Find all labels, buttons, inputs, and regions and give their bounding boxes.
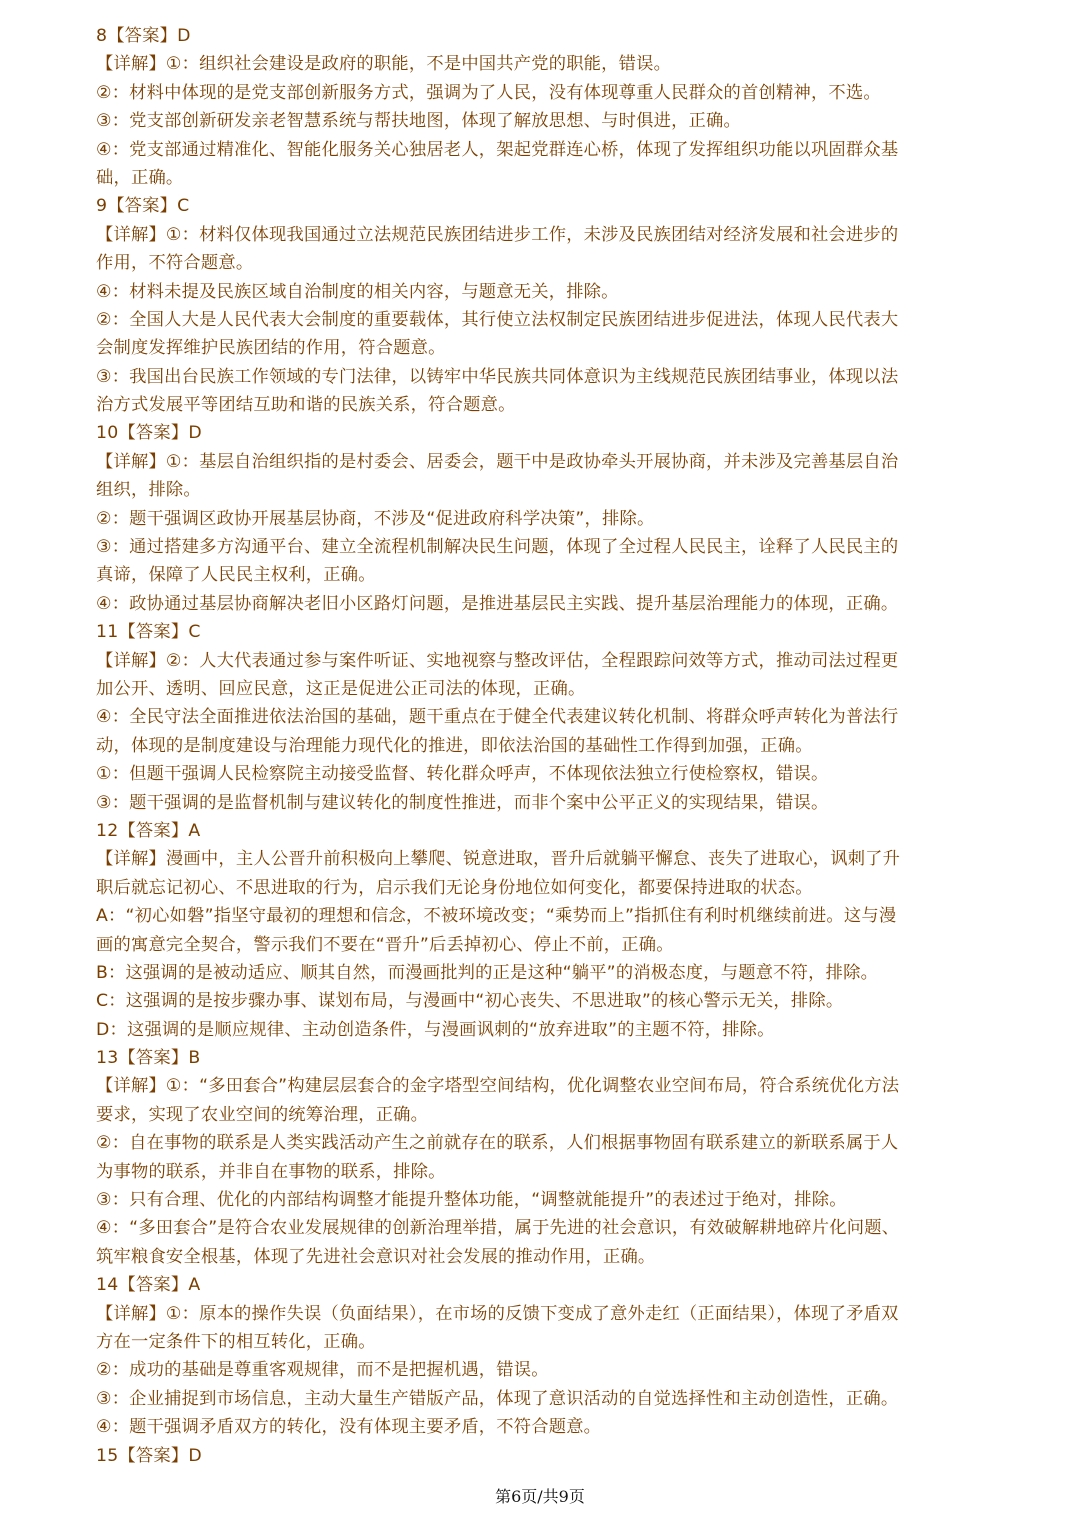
text-line: 础，正确。 xyxy=(96,167,184,188)
text-line: C：这强调的是按步骤办事、谋划布局，与漫画中“初心丧失、不思进取”的核心警示无关，排除。 xyxy=(96,991,844,1012)
text-line: 画的寓意完全契合，警示我们不要在“晋升”后丢掉初心、停止不前，正确。 xyxy=(96,934,674,955)
text-line: ③：通过搭建多方沟通平台、建立全流程机制解决民生问题，体现了全过程人民民主，诠释了人民民主的 xyxy=(96,537,899,558)
text-line: 作用，不符合题意。 xyxy=(96,253,254,274)
text-line: ④：题干强调矛盾双方的转化，没有体现主要矛盾，不符合题意。 xyxy=(96,1417,602,1438)
text-line: 加公开、透明、回应民意，这正是促进公正司法的体现，正确。 xyxy=(96,678,586,699)
text-line: ③：企业捕捉到市场信息，主动大量生产错版产品，体现了意识活动的自觉选择性和主动创造性，正确。 xyxy=(96,1388,899,1409)
text-line: 15【答案】D xyxy=(96,1445,202,1466)
text-line: 11【答案】C xyxy=(96,622,201,643)
answer-content xyxy=(96,22,996,1498)
text-line: ④：全民守法全面推进依法治国的基础，题干重点在于健全代表建议转化机制、将群众呼声转化为普法行 xyxy=(96,707,899,728)
text-line: ②：材料中体现的是党支部创新服务方式，强调为了人民，没有体现尊重人民群众的首创精神，不选。 xyxy=(96,82,881,103)
text-line: 【详解】①：基层自治组织指的是村委会、居委会，题干中是政协牵头开展协商，并未涉及完善基层自治 xyxy=(96,451,899,472)
text-line: 9【答案】C xyxy=(96,196,190,217)
text-line: 14【答案】A xyxy=(96,1275,201,1296)
text-line: 【详解】②：人大代表通过参与案件听证、实地视察与整改评估，全程跟踪问效等方式，推动司法过程更 xyxy=(96,650,899,671)
text-line: ③：我国出台民族工作领域的专门法律，以铸牢中华民族共同体意识为主线规范民族团结事业，体现以法 xyxy=(96,366,899,387)
text-line: ④：材料未提及民族区域自治制度的相关内容，与题意无关，排除。 xyxy=(96,281,619,302)
text-line: 筑牢粮食安全根基，体现了先进社会意识对社会发展的推动作用，正确。 xyxy=(96,1246,656,1267)
text-line: 【详解】①：原本的操作失误（负面结果），在市场的反馈下变成了意外走红（正面结果），体现了矛盾双 xyxy=(96,1303,899,1324)
text-line: ③：题干强调的是监督机制与建议转化的制度性推进，而非个案中公平正义的实现结果，错误。 xyxy=(96,792,829,813)
text-line: 方在一定条件下的相互转化，正确。 xyxy=(96,1331,376,1352)
text-line: ②：全国人大是人民代表大会制度的重要载体，其行使立法权制定民族团结进步促进法，体现人民代表大 xyxy=(96,309,899,330)
text-line: ④：“多田套合”是符合农业发展规律的创新治理举措，属于先进的社会意识，有效破解耕地碎片化问题、 xyxy=(96,1218,900,1239)
text-line: ②：自在事物的联系是人类实践活动产生之前就存在的联系，人们根据事物固有联系建立的新联系属于人 xyxy=(96,1133,899,1154)
text-line: 治方式发展平等团结互助和谐的民族关系，符合题意。 xyxy=(96,395,516,416)
text-line: B：这强调的是被动适应、顺其自然，而漫画批判的正是这种“躺平”的消极态度，与题意不符，排除。 xyxy=(96,962,879,983)
text-line: 8【答案】D xyxy=(96,26,191,46)
text-line: 为事物的联系，并非自在事物的联系，排除。 xyxy=(96,1161,446,1182)
text-line: 组织，排除。 xyxy=(96,480,201,501)
text-line: 12【答案】A xyxy=(96,820,201,841)
text-line: ②：成功的基础是尊重客观规律，而不是把握机遇，错误。 xyxy=(96,1360,549,1381)
text-line: 13【答案】B xyxy=(96,1048,201,1069)
text-line: ③：只有合理、优化的内部结构调整才能提升整体功能，“调整就能提升”的表述过于绝对，排除。 xyxy=(96,1190,847,1211)
text-line: A：“初心如磐”指坚守最初的理想和信念，不被环境改变；“乘势而上”指抓住有利时机继续前进。这与漫 xyxy=(96,906,897,927)
text-line: ②：题干强调区政协开展基层协商，不涉及“促进政府科学决策”，排除。 xyxy=(96,508,655,529)
page-number-footer: 第6页/共9页 xyxy=(495,1487,585,1506)
text-line: 10【答案】D xyxy=(96,423,202,444)
text-line: 要求，实现了农业空间的统筹治理，正确。 xyxy=(96,1104,429,1125)
text-line: 【详解】①：组织社会建设是政府的职能，不是中国共产党的职能，错误。 xyxy=(96,54,672,75)
text-line: 真谛，保障了人民民主权利，正确。 xyxy=(96,565,376,586)
text-line: D：这强调的是顺应规律、主动创造条件，与漫画讽刺的“放弃进取”的主题不符，排除。 xyxy=(96,1019,775,1040)
text-line: 会制度发挥维护民族团结的作用，符合题意。 xyxy=(96,338,446,359)
text-line: ④：政协通过基层协商解决老旧小区路灯问题，是推进基层民主实践、提升基层治理能力的体现，正确。 xyxy=(96,593,899,614)
text-line: 职后就忘记初心、不思进取的行为，启示我们无论身份地位如何变化，都要保持进取的状态。 xyxy=(96,877,813,898)
text-line: 动，体现的是制度建设与治理能力现代化的推进，即依法治国的基础性工作得到加强，正确。 xyxy=(96,735,813,756)
text-line: ④：党支部通过精准化、智能化服务关心独居老人，架起党群连心桥，体现了发挥组织功能以巩固群众基 xyxy=(96,139,899,160)
text-line: 【详解】①：“多田套合”构建层层套合的金字塔型空间结构，优化调整农业空间布局，符合系统优化方法 xyxy=(96,1076,900,1097)
text-line: 【详解】漫画中，主人公晋升前积极向上攀爬、锐意进取，晋升后就躺平懈怠、丧失了进取心，讽刺了升 xyxy=(96,849,901,870)
text-line: 【详解】①：材料仅体现我国通过立法规范民族团结进步工作，未涉及民族团结对经济发展和社会进步的 xyxy=(96,224,899,245)
text-line: ③：党支部创新研发亲老智慧系统与帮扶地图，体现了解放思想、与时俱进，正确。 xyxy=(96,111,742,132)
text-line: ①：但题干强调人民检察院主动接受监督、转化群众呼声，不体现依法独立行使检察权，错误。 xyxy=(96,764,829,785)
